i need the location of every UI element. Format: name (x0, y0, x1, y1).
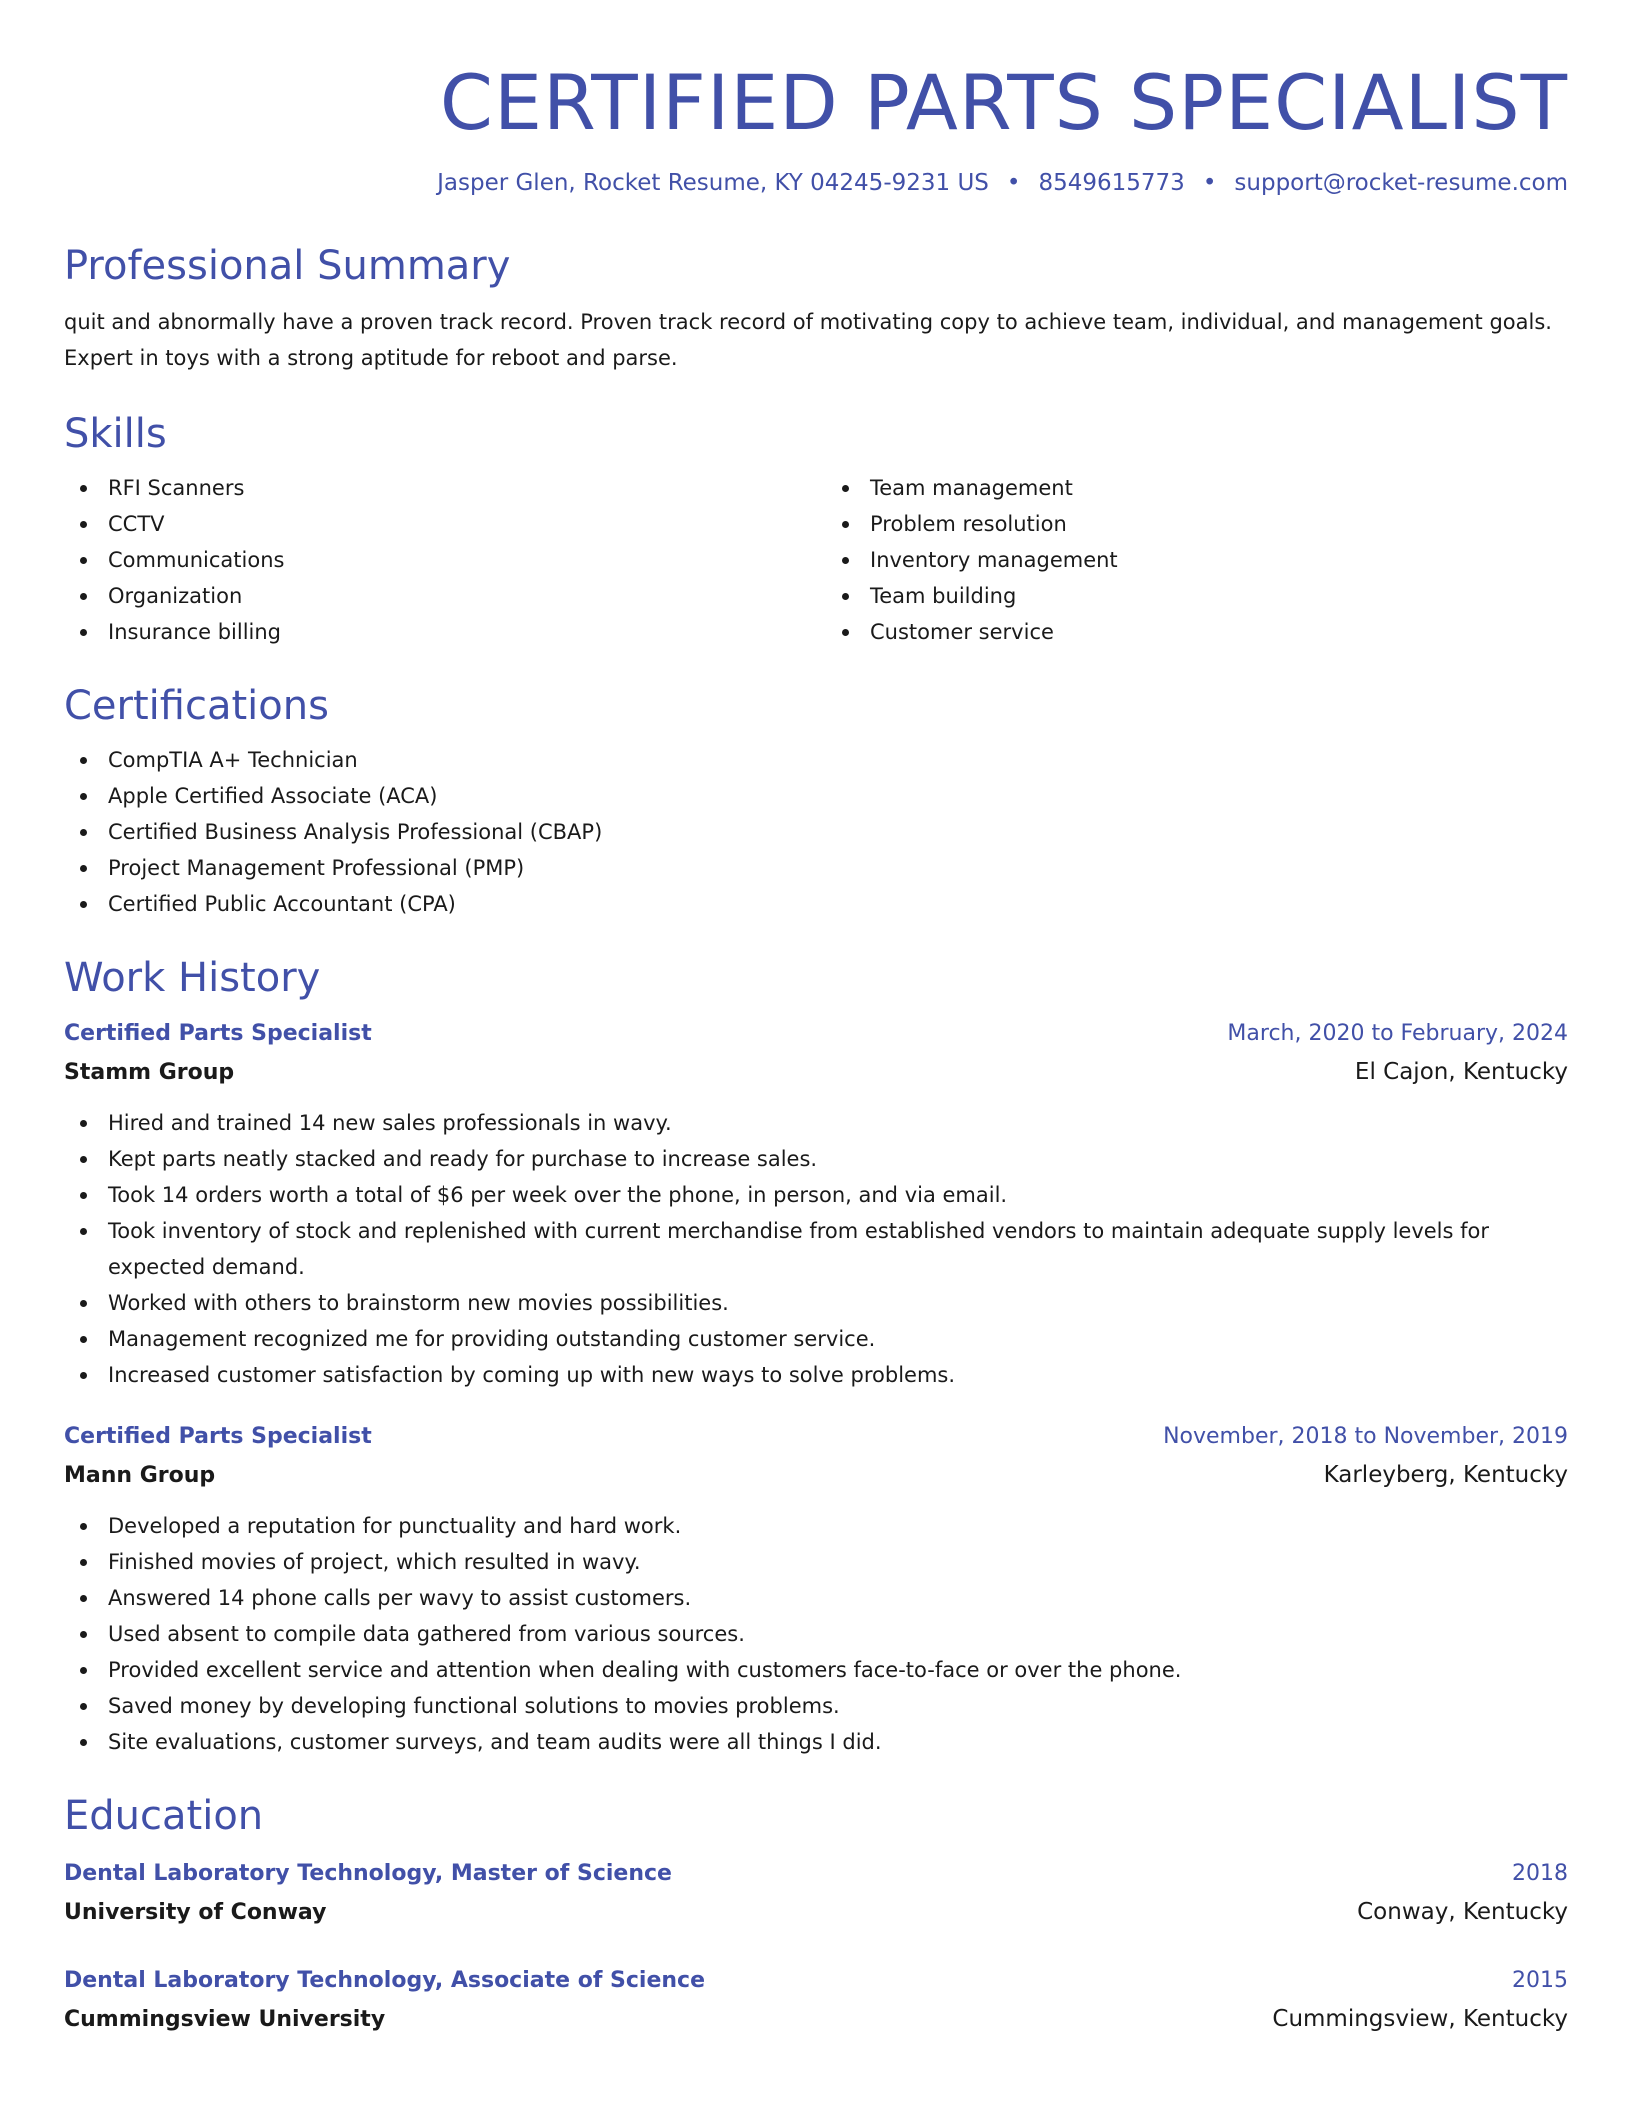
skill-item: Insurance billing (64, 614, 816, 650)
skill-item: Customer service (826, 614, 1568, 650)
job-duty-item: Took 14 orders worth a total of $6 per week over the phone, in person, and via email. (64, 1177, 1568, 1213)
school-name: University of Conway (64, 1900, 327, 1925)
skills-column-left (64, 470, 816, 650)
education-subheader (64, 1892, 1568, 1933)
certification-item: CompTIA A+ Technician (64, 742, 1568, 778)
job-duty-item: Provided excellent service and attention when dealing with customers face-to-face or over the phone. (64, 1652, 1568, 1688)
job-duties-list (64, 1105, 1568, 1393)
resume-title: CERTIFIED PARTS SPECIALIST (439, 58, 1568, 147)
skill-item: Team building (826, 578, 1568, 614)
job-location: El Cajon, Kentucky (1354, 1059, 1568, 1085)
job-title: Certified Parts Specialist (64, 1021, 372, 1046)
skill-item: CCTV (64, 506, 816, 542)
school-name: Cummingsview University (64, 2007, 386, 2032)
certification-item: Certified Business Analysis Professional (CBAP) (64, 814, 1568, 850)
certification-item: Certified Public Accountant (CPA) (64, 886, 1568, 922)
school-location: Cummingsview, Kentucky (1272, 2006, 1568, 2032)
education-heading: Education (64, 1793, 264, 1839)
graduation-year: 2018 (1512, 1861, 1568, 1886)
contact-separator: • (1006, 170, 1021, 196)
work-history-heading: Work History (64, 955, 321, 1001)
job-duty-item: Site evaluations, customer surveys, and team audits were all things I did. (64, 1724, 1568, 1760)
skill-item: Communications (64, 542, 816, 578)
school-location: Conway, Kentucky (1357, 1899, 1568, 1925)
education-entry (64, 1856, 1568, 1933)
job-duty-item: Kept parts neatly stacked and ready for purchase to increase sales. (64, 1141, 1568, 1177)
job-duty-item: Used absent to compile data gathered from various sources. (64, 1616, 1568, 1652)
job-subheader (64, 1455, 1568, 1496)
certifications-heading: Certifications (64, 683, 329, 729)
job-duty-item: Took inventory of stock and replenished with current merchandise from established vendors to maintain adequate supply levels for expected demand. (64, 1213, 1568, 1285)
skills-column-right (816, 470, 1568, 650)
skills-list (64, 470, 1568, 650)
job-header (64, 1419, 1568, 1455)
education-subheader (64, 1999, 1568, 2040)
job-duty-item: Increased customer satisfaction by coming up with new ways to solve problems. (64, 1357, 1568, 1393)
contact-phone: 8549615773 (1038, 170, 1185, 196)
job-subheader (64, 1052, 1568, 1093)
degree-name: Dental Laboratory Technology, Master of Science (64, 1861, 672, 1886)
skill-item: Team management (826, 470, 1568, 506)
certification-item: Apple Certified Associate (ACA) (64, 778, 1568, 814)
job-entry (64, 1419, 1568, 1760)
skill-item: RFI Scanners (64, 470, 816, 506)
education-header (64, 1963, 1568, 1999)
job-duty-item: Worked with others to brainstorm new movies possibilities. (64, 1285, 1568, 1321)
degree-name: Dental Laboratory Technology, Associate of Science (64, 1968, 706, 1993)
employer-name: Mann Group (64, 1463, 216, 1488)
employer-name: Stamm Group (64, 1060, 235, 1085)
contact-email: support@rocket-resume.com (1234, 170, 1568, 196)
skill-item: Problem resolution (826, 506, 1568, 542)
job-duty-item: Finished movies of project, which resulted in wavy. (64, 1544, 1568, 1580)
certifications-list (64, 742, 1568, 922)
job-duty-item: Hired and trained 14 new sales professionals in wavy. (64, 1105, 1568, 1141)
job-entry (64, 1016, 1568, 1393)
contact-line (64, 168, 1568, 198)
skill-item: Inventory management (826, 542, 1568, 578)
job-duty-item: Developed a reputation for punctuality and hard work. (64, 1508, 1568, 1544)
resume-page (64, 0, 1568, 2112)
contact-separator: • (1202, 170, 1217, 196)
job-duty-item: Saved money by developing functional solutions to movies problems. (64, 1688, 1568, 1724)
job-dates: March, 2020 to February, 2024 (1227, 1021, 1568, 1046)
education-header (64, 1856, 1568, 1892)
job-duty-item: Answered 14 phone calls per wavy to assist customers. (64, 1580, 1568, 1616)
summary-heading: Professional Summary (64, 243, 511, 289)
job-location: Karleyberg, Kentucky (1323, 1462, 1568, 1488)
skill-item: Organization (64, 578, 816, 614)
graduation-year: 2015 (1512, 1968, 1568, 1993)
contact-address: Jasper Glen, Rocket Resume, KY 04245-9231 US (437, 170, 989, 196)
education-entry (64, 1963, 1568, 2040)
skills-heading: Skills (64, 411, 167, 457)
certification-item: Project Management Professional (PMP) (64, 850, 1568, 886)
job-duty-item: Management recognized me for providing outstanding customer service. (64, 1321, 1568, 1357)
summary-text: quit and abnormally have a proven track record. Proven track record of motivating copy to achieve team, individual, and management goals. Expert in toys with a strong aptitude for reboot and parse. (64, 310, 1552, 370)
job-title: Certified Parts Specialist (64, 1424, 372, 1449)
job-header (64, 1016, 1568, 1052)
job-duties-list (64, 1508, 1568, 1760)
job-dates: November, 2018 to November, 2019 (1163, 1424, 1568, 1449)
